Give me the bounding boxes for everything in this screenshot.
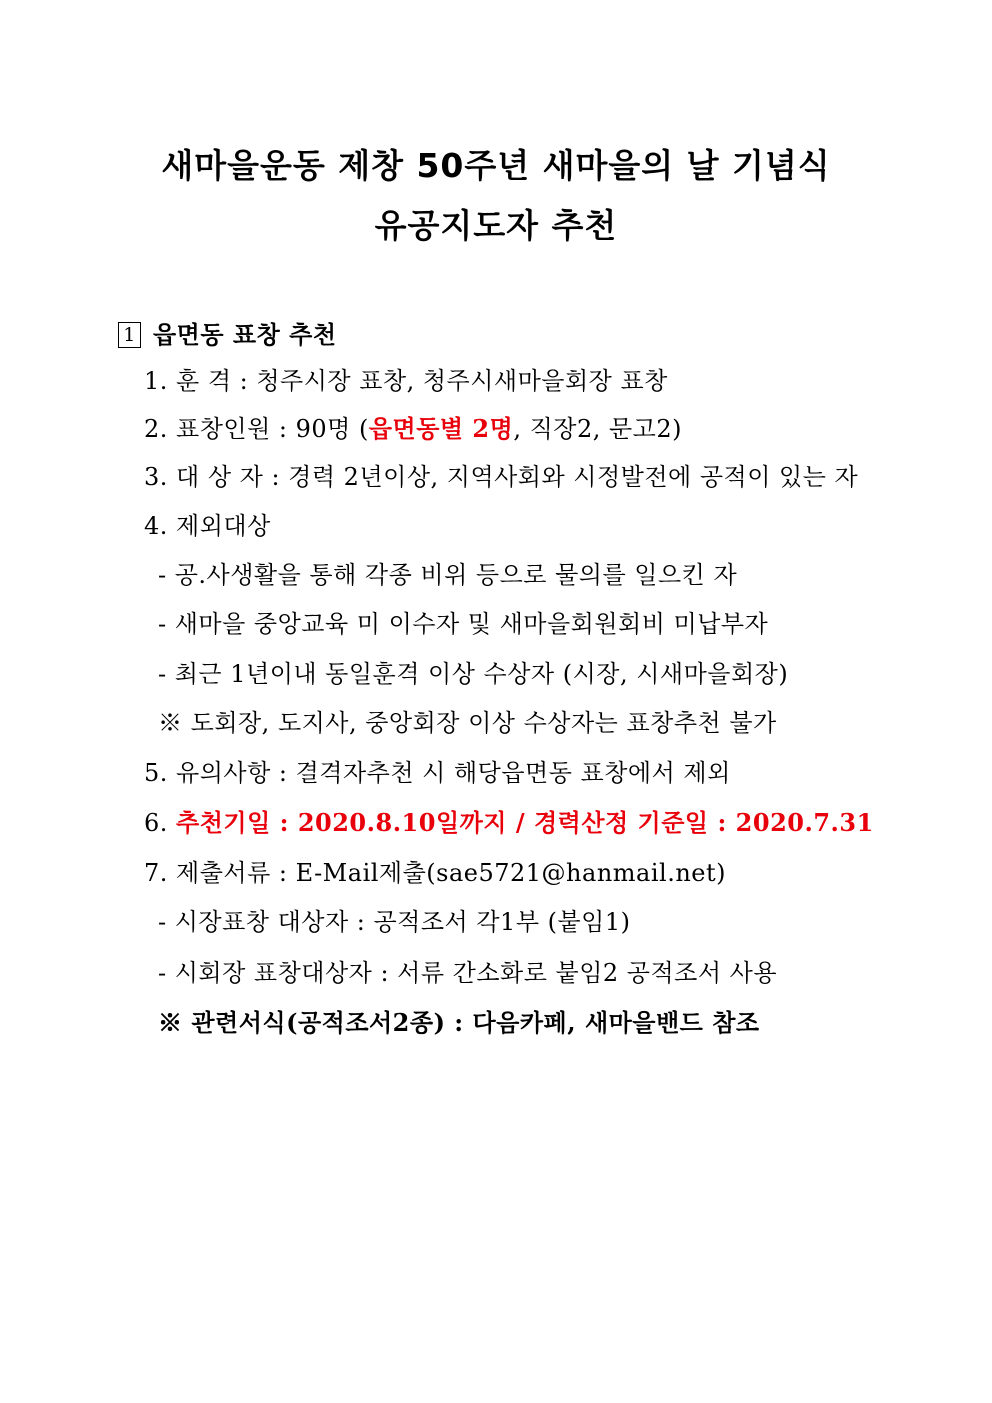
document-title-line2: 유공지도자 추천 <box>374 206 618 245</box>
item-2-highlight: 읍면동별 2명 <box>368 414 514 443</box>
item-6-deadline <box>144 808 874 838</box>
item-4-sub-3: - 최근 1년이내 동일훈격 이상 수상자 (시장, 시새마을회장) <box>158 660 789 688</box>
item-6-prefix: 6. <box>144 809 177 837</box>
section-heading <box>118 320 337 350</box>
item-4-exclusions: 4. 제외대상 <box>144 512 271 540</box>
document-title-line1: 새마을운동 제창 50주년 새마을의 날 기념식 <box>161 146 831 185</box>
item-6-highlight: 추천기일 : 2020.8.10일까지 / 경력산정 기준일 : 2020.7.31 <box>176 808 874 837</box>
item-3-target: 3. 대 상 자 : 경력 2년이상, 지역사회와 시정발전에 공적이 있는 자 <box>144 463 859 491</box>
item-2-award-count <box>144 414 682 444</box>
item-7-sub-1: - 시장표창 대상자 : 공적조서 각1부 (붙임1) <box>158 908 631 936</box>
item-4-note: ※ 도회장, 도지사, 중앙회장 이상 수상자는 표창추천 불가 <box>158 709 777 737</box>
item-7-sub-2: - 시회장 표창대상자 : 서류 간소화로 붙임2 공적조서 사용 <box>158 959 778 987</box>
item-2-prefix: 2. 표창인원 : 90명 ( <box>144 415 369 443</box>
item-4-sub-2: - 새마을 중앙교육 미 이수자 및 새마을회원회비 미납부자 <box>158 610 769 638</box>
item-1-award-grade: 1. 훈 격 : 청주시장 표창, 청주시새마을회장 표창 <box>144 367 668 395</box>
item-2-suffix: , 직장2, 문고2) <box>513 415 682 443</box>
item-4-sub-1: - 공.사생활을 통해 각종 비위 등으로 물의를 일으킨 자 <box>158 561 738 589</box>
item-7-documents: 7. 제출서류 : E-Mail제출(sae5721@hanmail.net) <box>144 859 726 887</box>
section-heading-text: 읍면동 표창 추천 <box>153 320 337 349</box>
item-7-note: ※ 관련서식(공적조서2종) : 다음카페, 새마을밴드 참조 <box>158 1008 760 1037</box>
item-5-notes: 5. 유의사항 : 결격자추천 시 해당읍면동 표창에서 제외 <box>144 759 731 787</box>
section-number-box: 1 <box>118 322 141 348</box>
